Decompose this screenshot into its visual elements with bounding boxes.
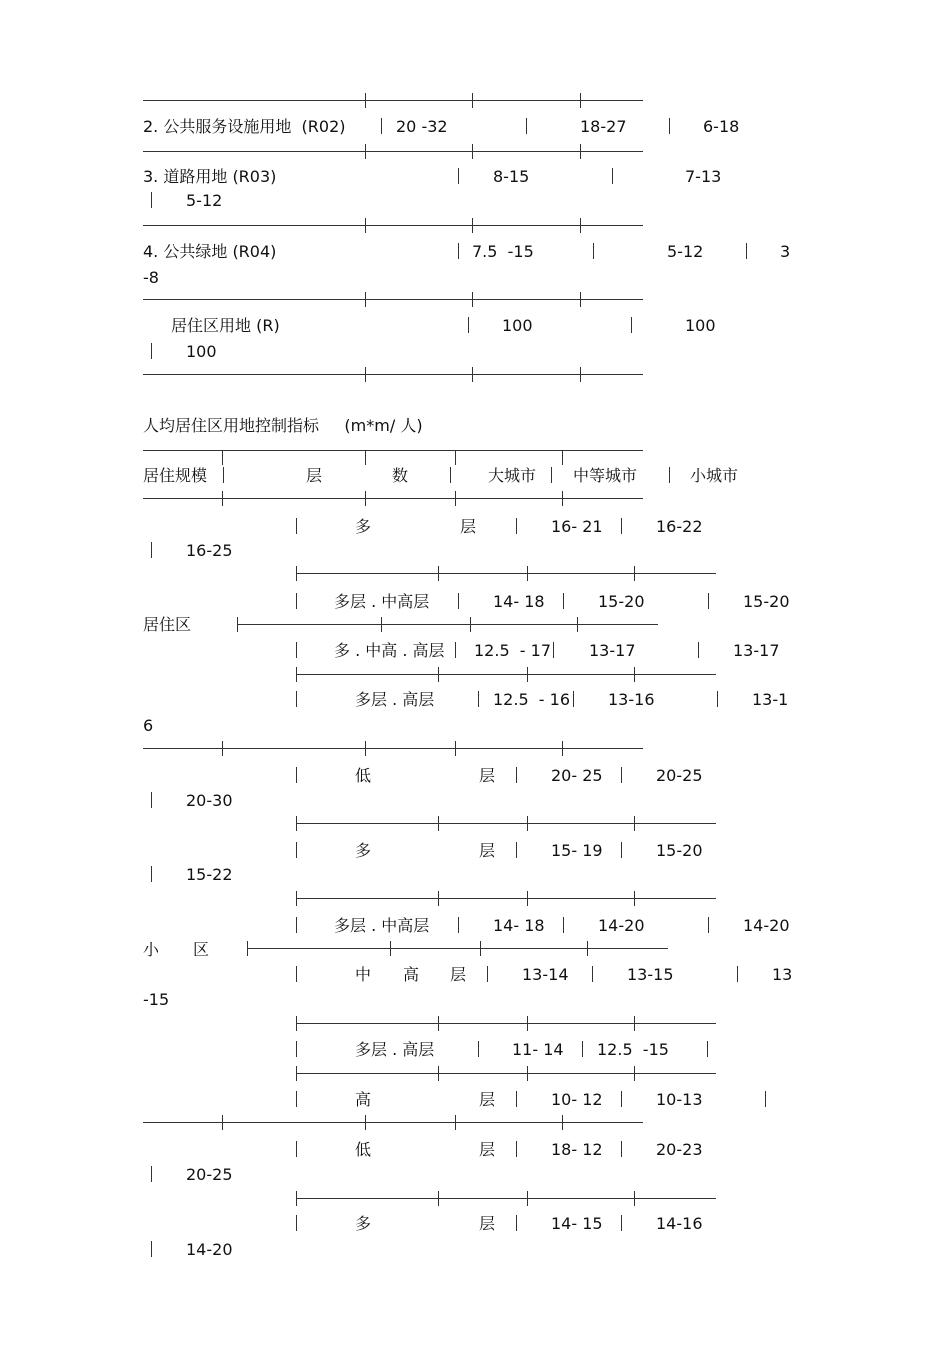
cell-divider bbox=[296, 518, 297, 534]
cell-divider bbox=[707, 1041, 708, 1057]
cell-small-city: 15-22 bbox=[186, 865, 233, 884]
rule-tick bbox=[296, 667, 297, 682]
cell-small-city: 14-20 bbox=[186, 1240, 233, 1259]
cell-divider bbox=[621, 1091, 622, 1107]
rule-tick bbox=[472, 93, 473, 108]
cell-divider bbox=[296, 691, 297, 707]
rule-tick bbox=[390, 941, 391, 956]
cell-divider bbox=[468, 317, 469, 333]
rule-tick bbox=[296, 1066, 297, 1081]
header-small-city: 小城市 bbox=[690, 466, 739, 485]
cell-medium-city: 12.5 -15 bbox=[597, 1040, 669, 1059]
rule-tick bbox=[527, 1066, 528, 1081]
cell-floors: 层 bbox=[479, 1090, 496, 1109]
table1-rule bbox=[143, 299, 643, 300]
row-rule bbox=[296, 573, 716, 574]
cell-small-city: 16-25 bbox=[186, 541, 233, 560]
cell-medium-city: 13-16 bbox=[608, 690, 655, 709]
cell-divider bbox=[593, 243, 594, 259]
row-rule bbox=[296, 898, 716, 899]
table1-rule bbox=[143, 100, 643, 101]
cell-big-city: 7.5 -15 bbox=[472, 242, 534, 261]
cell-small-city-wrap: 6 bbox=[143, 716, 154, 735]
cell-floors: 层 bbox=[460, 517, 477, 536]
cell-small-city: 100 bbox=[186, 342, 217, 361]
cell-divider bbox=[592, 966, 593, 982]
cell-divider bbox=[551, 467, 552, 483]
row-label: 2. 公共服务设施用地 (R02) bbox=[143, 117, 346, 136]
table2-rule bbox=[143, 498, 643, 499]
cell-divider bbox=[458, 593, 459, 609]
rule-tick bbox=[365, 367, 366, 382]
rule-tick bbox=[222, 741, 223, 756]
cell-small-city: 3 bbox=[780, 242, 791, 261]
cell-divider bbox=[708, 593, 709, 609]
rule-tick bbox=[296, 1191, 297, 1206]
cell-divider bbox=[151, 343, 152, 359]
cell-floors: 层 bbox=[450, 965, 467, 984]
cell-divider bbox=[296, 593, 297, 609]
cell-divider bbox=[296, 842, 297, 858]
rule-tick bbox=[562, 491, 563, 506]
cell-divider bbox=[563, 917, 564, 933]
cell-divider bbox=[296, 917, 297, 933]
cell-small-city: 13-1 bbox=[752, 690, 789, 709]
cell-divider bbox=[621, 1141, 622, 1157]
rule-tick bbox=[438, 816, 439, 831]
cell-floors: 多层 . 高层 bbox=[355, 1040, 435, 1059]
group-label-residential-district: 居住区 bbox=[143, 615, 192, 634]
cell-divider bbox=[669, 118, 670, 134]
cell-small-city: 13 bbox=[772, 965, 793, 984]
group-label-small-district: 小 bbox=[143, 940, 160, 959]
rule-tick bbox=[527, 891, 528, 906]
cell-floors: 高 bbox=[403, 965, 420, 984]
cell-medium-city: 14-16 bbox=[656, 1214, 703, 1233]
rule-tick bbox=[365, 144, 366, 159]
table2-rule bbox=[143, 450, 643, 451]
rule-tick bbox=[527, 1016, 528, 1031]
rule-tick bbox=[365, 741, 366, 756]
cell-divider bbox=[612, 168, 613, 184]
cell-floors: 低 bbox=[355, 766, 372, 785]
cell-divider bbox=[516, 767, 517, 783]
rule-tick bbox=[455, 1115, 456, 1130]
rule-tick bbox=[438, 891, 439, 906]
rule-tick bbox=[438, 667, 439, 682]
cell-divider bbox=[478, 1041, 479, 1057]
header-big-city: 大城市 bbox=[488, 466, 537, 485]
cell-small-city: 20-25 bbox=[186, 1165, 233, 1184]
cell-divider bbox=[717, 691, 718, 707]
cell-big-city: 16- 21 bbox=[551, 517, 603, 536]
rule-tick bbox=[634, 667, 635, 682]
cell-big-city: 12.5 - 16 bbox=[493, 690, 571, 709]
cell-divider bbox=[621, 518, 622, 534]
cell-big-city: 18- 12 bbox=[551, 1140, 603, 1159]
cell-medium-city: 18-27 bbox=[580, 117, 627, 136]
cell-divider bbox=[737, 966, 738, 982]
cell-divider bbox=[296, 642, 297, 658]
header-floors: 数 bbox=[392, 466, 409, 485]
rule-tick bbox=[527, 566, 528, 581]
rule-tick bbox=[580, 367, 581, 382]
cell-small-city: 14-20 bbox=[743, 916, 790, 935]
cell-big-city: 11- 14 bbox=[512, 1040, 564, 1059]
row-rule bbox=[296, 1023, 716, 1024]
table1-rule bbox=[143, 151, 643, 152]
cell-big-city: 14- 18 bbox=[493, 592, 545, 611]
rule-tick bbox=[222, 491, 223, 506]
cell-big-city: 100 bbox=[502, 316, 533, 335]
cell-divider bbox=[151, 192, 152, 208]
cell-medium-city: 5-12 bbox=[667, 242, 704, 261]
cell-divider bbox=[296, 1091, 297, 1107]
cell-big-city: 13-14 bbox=[522, 965, 569, 984]
row-label: 居住区用地 (R) bbox=[171, 316, 280, 335]
cell-small-city: 20-30 bbox=[186, 791, 233, 810]
row-rule bbox=[296, 1073, 716, 1074]
cell-divider bbox=[553, 642, 554, 658]
cell-floors: 高 bbox=[355, 1090, 372, 1109]
rule-tick bbox=[472, 218, 473, 233]
cell-medium-city: 20-23 bbox=[656, 1140, 703, 1159]
cell-divider bbox=[746, 243, 747, 259]
table2-rule bbox=[143, 1122, 643, 1123]
rule-tick bbox=[296, 566, 297, 581]
cell-floors: 多 bbox=[355, 841, 372, 860]
cell-floors: 多 . 中高 . 高层 bbox=[334, 641, 445, 660]
rule-tick bbox=[296, 891, 297, 906]
rule-tick bbox=[580, 93, 581, 108]
cell-divider bbox=[458, 917, 459, 933]
row-rule bbox=[296, 674, 716, 675]
cell-divider bbox=[296, 767, 297, 783]
cell-medium-city: 13-15 bbox=[627, 965, 674, 984]
cell-medium-city: 10-13 bbox=[656, 1090, 703, 1109]
cell-big-city: 10- 12 bbox=[551, 1090, 603, 1109]
header-scale: 居住规模 bbox=[143, 466, 208, 485]
cell-divider bbox=[516, 518, 517, 534]
cell-medium-city: 13-17 bbox=[589, 641, 636, 660]
cell-small-city: 5-12 bbox=[186, 191, 223, 210]
cell-medium-city: 7-13 bbox=[685, 167, 722, 186]
rule-tick bbox=[365, 450, 366, 465]
rule-tick bbox=[455, 741, 456, 756]
cell-floors: 中 bbox=[355, 965, 372, 984]
rule-tick bbox=[634, 1191, 635, 1206]
rule-tick bbox=[222, 450, 223, 465]
rule-tick bbox=[527, 816, 528, 831]
cell-floors: 多 bbox=[355, 1214, 372, 1233]
cell-floors: 多 bbox=[355, 517, 372, 536]
cell-divider bbox=[621, 767, 622, 783]
cell-big-city: 14- 15 bbox=[551, 1214, 603, 1233]
cell-floors: 层 bbox=[479, 1214, 496, 1233]
group-label-small-district: 区 bbox=[193, 940, 210, 959]
rule-tick bbox=[472, 292, 473, 307]
table1-rule bbox=[143, 225, 643, 226]
rule-tick bbox=[634, 566, 635, 581]
rule-tick bbox=[562, 450, 563, 465]
cell-divider bbox=[573, 691, 574, 707]
rule-tick bbox=[562, 741, 563, 756]
rule-tick bbox=[296, 1016, 297, 1031]
cell-floors: 层 bbox=[479, 1140, 496, 1159]
rule-tick bbox=[472, 367, 473, 382]
cell-divider bbox=[151, 866, 152, 882]
rule-tick bbox=[580, 144, 581, 159]
cell-divider bbox=[458, 168, 459, 184]
cell-divider bbox=[516, 1141, 517, 1157]
row-rule bbox=[247, 948, 668, 949]
cell-divider bbox=[516, 842, 517, 858]
cell-floors: 多层 . 高层 bbox=[355, 690, 435, 709]
rule-tick bbox=[587, 941, 588, 956]
rule-tick bbox=[438, 566, 439, 581]
cell-divider bbox=[621, 842, 622, 858]
rule-tick bbox=[365, 218, 366, 233]
rule-tick bbox=[455, 491, 456, 506]
rule-tick bbox=[562, 1115, 563, 1130]
cell-divider bbox=[151, 1166, 152, 1182]
rule-tick bbox=[527, 1191, 528, 1206]
cell-small-city: 13-17 bbox=[733, 641, 780, 660]
rule-tick bbox=[527, 667, 528, 682]
rule-tick bbox=[634, 891, 635, 906]
cell-divider bbox=[765, 1091, 766, 1107]
cell-medium-city: 15-20 bbox=[656, 841, 703, 860]
cell-medium-city: 16-22 bbox=[656, 517, 703, 536]
cell-divider bbox=[458, 243, 459, 259]
rule-tick bbox=[365, 292, 366, 307]
cell-divider bbox=[296, 1041, 297, 1057]
rule-tick bbox=[296, 816, 297, 831]
rule-tick bbox=[580, 292, 581, 307]
rule-tick bbox=[577, 617, 578, 632]
cell-big-city: 14- 18 bbox=[493, 916, 545, 935]
cell-divider bbox=[478, 691, 479, 707]
cell-divider bbox=[669, 467, 670, 483]
cell-big-city: 20- 25 bbox=[551, 766, 603, 785]
rule-tick bbox=[634, 816, 635, 831]
cell-medium-city: 20-25 bbox=[656, 766, 703, 785]
cell-small-city: 6-18 bbox=[703, 117, 740, 136]
cell-divider bbox=[516, 1091, 517, 1107]
rule-tick bbox=[438, 1066, 439, 1081]
cell-big-city: 15- 19 bbox=[551, 841, 603, 860]
cell-divider bbox=[708, 917, 709, 933]
cell-divider bbox=[381, 118, 382, 134]
rule-tick bbox=[634, 1016, 635, 1031]
cell-divider bbox=[455, 642, 456, 658]
cell-divider bbox=[296, 966, 297, 982]
cell-divider bbox=[516, 1215, 517, 1231]
cell-small-city: 15-20 bbox=[743, 592, 790, 611]
table2-rule bbox=[143, 748, 643, 749]
cell-divider bbox=[563, 593, 564, 609]
row-rule bbox=[296, 823, 716, 824]
row-rule bbox=[296, 1198, 716, 1199]
header-floors: 层 bbox=[306, 466, 323, 485]
rule-tick bbox=[381, 617, 382, 632]
cell-divider bbox=[296, 1215, 297, 1231]
cell-divider bbox=[487, 966, 488, 982]
cell-floors: 低 bbox=[355, 1140, 372, 1159]
rule-tick bbox=[470, 617, 471, 632]
cell-small-city-wrap: -15 bbox=[143, 990, 170, 1009]
cell-divider bbox=[621, 1215, 622, 1231]
rule-tick bbox=[365, 1115, 366, 1130]
rule-tick bbox=[580, 218, 581, 233]
cell-medium-city: 100 bbox=[685, 316, 716, 335]
cell-small-city-wrap: -8 bbox=[143, 268, 159, 287]
cell-big-city: 8-15 bbox=[493, 167, 530, 186]
rule-tick bbox=[634, 1066, 635, 1081]
cell-divider bbox=[151, 1241, 152, 1257]
table2-title: 人均居住区用地控制指标 (m*m/ 人) bbox=[143, 416, 423, 435]
cell-medium-city: 15-20 bbox=[598, 592, 645, 611]
row-label: 3. 道路用地 (R03) bbox=[143, 167, 277, 186]
cell-divider bbox=[296, 1141, 297, 1157]
rule-tick bbox=[480, 941, 481, 956]
table1-rule bbox=[143, 374, 643, 375]
cell-big-city: 12.5 - 17 bbox=[474, 641, 552, 660]
cell-divider bbox=[631, 317, 632, 333]
cell-floors: 多层 . 中高层 bbox=[334, 592, 430, 611]
cell-divider bbox=[450, 467, 451, 483]
cell-medium-city: 14-20 bbox=[598, 916, 645, 935]
cell-divider bbox=[151, 792, 152, 808]
rule-tick bbox=[438, 1191, 439, 1206]
row-rule bbox=[237, 624, 658, 625]
cell-floors: 层 bbox=[479, 841, 496, 860]
cell-divider bbox=[698, 642, 699, 658]
rule-tick bbox=[472, 144, 473, 159]
rule-tick bbox=[365, 93, 366, 108]
rule-tick bbox=[222, 1115, 223, 1130]
row-label: 4. 公共绿地 (R04) bbox=[143, 242, 277, 261]
header-medium-city: 中等城市 bbox=[573, 466, 638, 485]
rule-tick bbox=[455, 450, 456, 465]
rule-tick bbox=[365, 491, 366, 506]
rule-tick bbox=[438, 1016, 439, 1031]
cell-big-city: 20 -32 bbox=[396, 117, 448, 136]
cell-floors: 多层 . 中高层 bbox=[334, 916, 430, 935]
cell-divider bbox=[582, 1041, 583, 1057]
cell-divider bbox=[526, 118, 527, 134]
cell-divider bbox=[151, 542, 152, 558]
cell-floors: 层 bbox=[479, 766, 496, 785]
cell-divider bbox=[223, 467, 224, 483]
